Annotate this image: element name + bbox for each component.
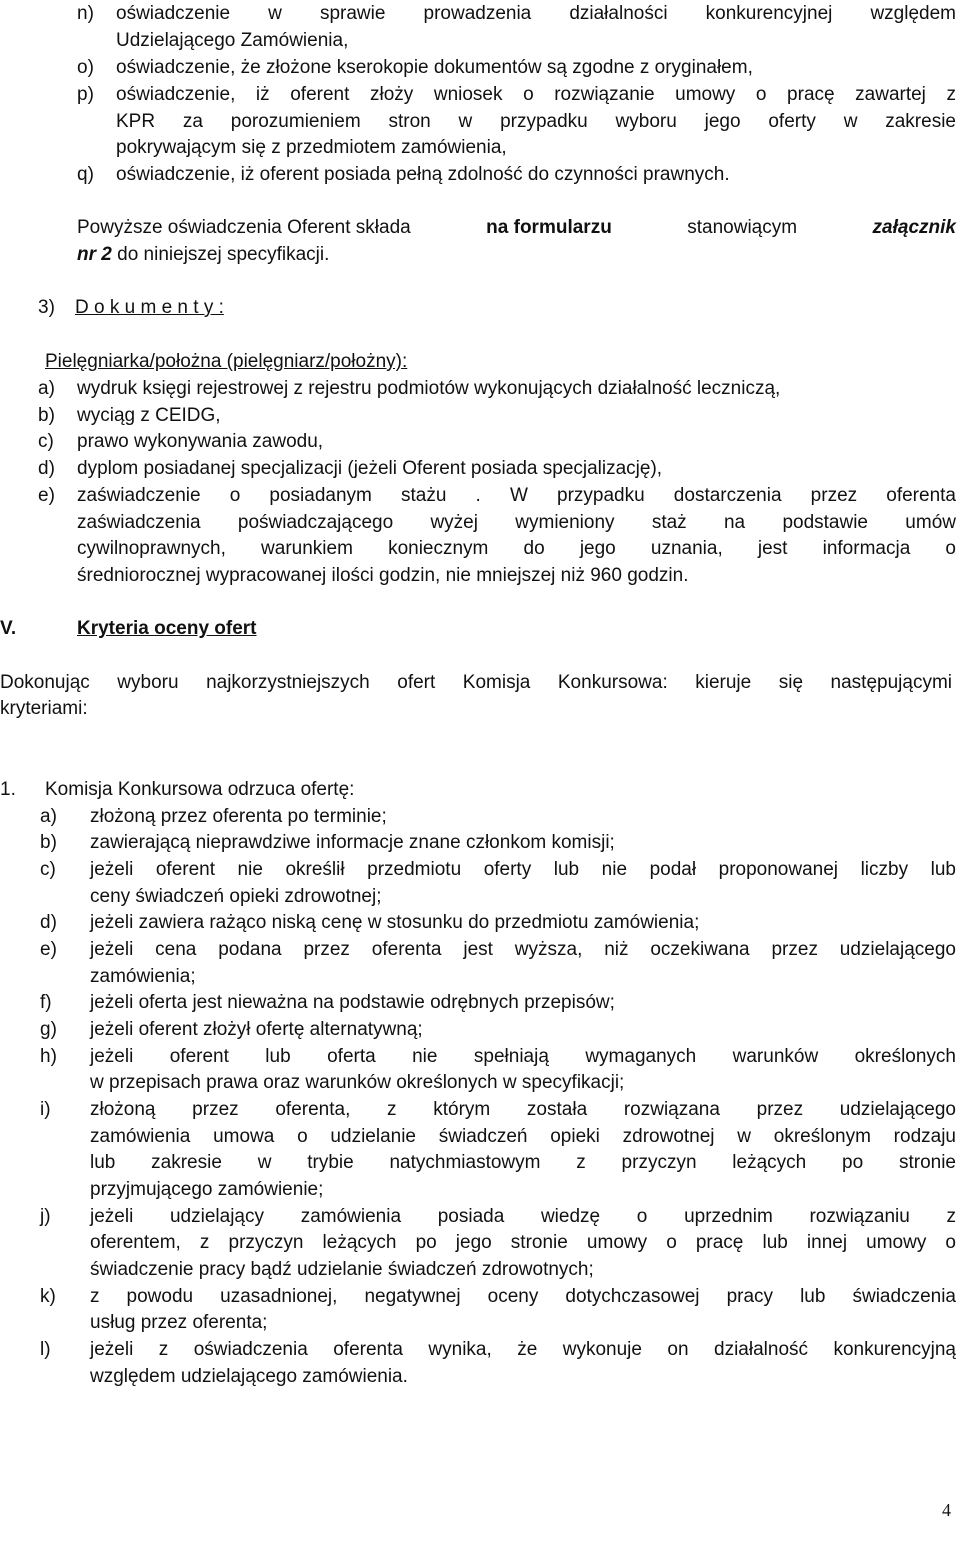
list-item-line: KPR za porozumieniem stron w przypadku wyboru jego oferty w zakresie bbox=[116, 111, 956, 132]
list-item-line: średniorocznej wypracowanej ilości godzin, nie mniejszej niż 960 godzin. bbox=[77, 565, 689, 586]
list-marker: e) bbox=[38, 485, 55, 506]
intro-paragraph-line: Dokonując wyboru najkorzystniejszych ofert Komisja Konkursowa: kieruje się następującymi bbox=[0, 672, 952, 693]
list-marker: p) bbox=[77, 84, 94, 105]
statements-paragraph-line bbox=[77, 242, 329, 268]
list-number: 1. bbox=[0, 779, 16, 800]
list-item-line: zaświadczenie o posiadanym stażu . W przypadku dostarczenia przez oferenta bbox=[77, 485, 956, 506]
list-marker: f) bbox=[40, 992, 52, 1013]
page-number: 4 bbox=[942, 1500, 951, 1520]
statements-paragraph-line bbox=[77, 215, 956, 241]
list-item-line: cywilnoprawnych, warunkiem koniecznym do jego uznania, jest informacja o bbox=[77, 538, 956, 559]
list-marker: o) bbox=[77, 57, 94, 78]
list-marker: c) bbox=[38, 431, 54, 452]
list-item-line: złożoną przez oferenta po terminie; bbox=[90, 806, 387, 827]
list-marker: b) bbox=[38, 405, 55, 426]
list-item-line: Udzielającego Zamówienia, bbox=[116, 30, 349, 51]
list-item-line: przyjmującego zamówienie; bbox=[90, 1179, 324, 1200]
list-item-line: wydruk księgi rejestrowej z rejestru podmiotów wykonujących działalność leczniczą, bbox=[77, 378, 781, 399]
paragraph-bold-text: na formularzu bbox=[486, 217, 612, 238]
list-marker: g) bbox=[40, 1019, 57, 1040]
list-item-line: usług przez oferenta; bbox=[90, 1312, 268, 1333]
list-item-line: lub zakresie w trybie natychmiastowym z przyczyn leżących po stronie bbox=[90, 1152, 956, 1173]
list-marker: e) bbox=[40, 939, 57, 960]
list-marker: d) bbox=[40, 912, 57, 933]
list-item-line: złożoną przez oferenta, z którym została rozwiązana przez udzielającego bbox=[90, 1099, 956, 1120]
list-item-line: oświadczenie, iż oferent złoży wniosek o rozwiązanie umowy o pracę zawartej z bbox=[116, 84, 956, 105]
intro-paragraph-line: kryteriami: bbox=[0, 698, 88, 719]
list-title: Komisja Konkursowa odrzuca ofertę: bbox=[45, 779, 355, 800]
list-item-line: pokrywającym się z przedmiotem zamówienia, bbox=[116, 137, 507, 158]
list-item-line: jeżeli oferent nie określił przedmiotu oferty lub nie podał proponowanej liczby lub bbox=[90, 859, 956, 880]
list-item-line: jeżeli udzielający zamówienia posiada wiedzę o uprzednim rozwiązaniu z bbox=[90, 1206, 956, 1227]
list-marker: n) bbox=[77, 3, 94, 24]
paragraph-text: stanowiącym bbox=[687, 217, 798, 238]
list-item-line: wyciąg z CEIDG, bbox=[77, 405, 221, 426]
list-item-line: w przepisach prawa oraz warunków określonych w specyfikacji; bbox=[90, 1072, 625, 1093]
list-marker: h) bbox=[40, 1046, 57, 1067]
section-title: Kryteria oceny ofert bbox=[77, 618, 257, 639]
list-item-line: zawierającą nieprawdziwe informacje znane członkom komisji; bbox=[90, 832, 615, 853]
list-item-line: jeżeli oferent złożył ofertę alternatywną; bbox=[90, 1019, 423, 1040]
list-marker: i) bbox=[40, 1099, 51, 1120]
list-item-line: z powodu uzasadnionej, negatywnej oceny dotychczasowej pracy lub świadczenia bbox=[90, 1286, 956, 1307]
list-item-line: zamówienia umowa o udzielanie świadczeń opieki zdrowotnej w określonym rodzaju bbox=[90, 1126, 956, 1147]
section-title: D o k u m e n t y : bbox=[75, 297, 224, 318]
list-item-line: oferentem, z przyczyn leżących po jego stronie umowy o pracę lub innej umowy o bbox=[90, 1232, 956, 1253]
paragraph-text: Powyższe oświadczenia Oferent składa bbox=[77, 217, 411, 238]
list-item-line: jeżeli z oświadczenia oferenta wynika, że wykonuje on działalność konkurencyjną bbox=[90, 1339, 956, 1360]
list-item-line: prawo wykonywania zawodu, bbox=[77, 431, 324, 452]
list-item-line: jeżeli oferta jest nieważna na podstawie odrębnych przepisów; bbox=[90, 992, 615, 1013]
list-item-line: względem udzielającego zamówienia. bbox=[90, 1366, 408, 1387]
subsection-heading: Pielęgniarka/położna (pielęgniarz/położny): bbox=[45, 351, 408, 372]
paragraph-text: do niniejszej specyfikacji. bbox=[117, 244, 330, 265]
list-marker: a) bbox=[40, 806, 57, 827]
list-marker: d) bbox=[38, 458, 55, 479]
section-number: V. bbox=[0, 618, 17, 639]
list-item-line: świadczenie pracy bądź udzielanie świadczeń zdrowotnych; bbox=[90, 1259, 594, 1280]
list-item-line: jeżeli oferent lub oferta nie spełniają wymaganych warunków określonych bbox=[90, 1046, 956, 1067]
list-item-line: oświadczenie, że złożone kserokopie dokumentów są zgodne z oryginałem, bbox=[116, 57, 753, 78]
list-item-line: zamówienia; bbox=[90, 966, 196, 987]
list-marker: l) bbox=[40, 1339, 51, 1360]
list-item-line: oświadczenie w sprawie prowadzenia działalności konkurencyjnej względem bbox=[116, 3, 956, 24]
list-marker: c) bbox=[40, 859, 56, 880]
list-item-line: zaświadczenia poświadczającego wyżej wymieniony staż na podstawie umów bbox=[77, 512, 956, 533]
paragraph-bold-italic-text: nr 2 bbox=[77, 244, 112, 265]
list-marker: k) bbox=[40, 1286, 56, 1307]
list-item-line: jeżeli zawiera rażąco niską cenę w stosunku do przedmiotu zamówienia; bbox=[90, 912, 700, 933]
list-marker: j) bbox=[40, 1206, 51, 1227]
list-marker: q) bbox=[77, 164, 94, 185]
paragraph-bold-italic-text: załącznik bbox=[872, 217, 956, 238]
list-marker: b) bbox=[40, 832, 57, 853]
list-marker: a) bbox=[38, 378, 55, 399]
list-item-line: oświadczenie, iż oferent posiada pełną zdolność do czynności prawnych. bbox=[116, 164, 730, 185]
list-item-line: ceny świadczeń opieki zdrowotnej; bbox=[90, 886, 382, 907]
list-item-line: dyplom posiadanej specjalizacji (jeżeli Oferent posiada specjalizację), bbox=[77, 458, 663, 479]
list-item-line: jeżeli cena podana przez oferenta jest wyższa, niż oczekiwana przez udzielającego bbox=[90, 939, 956, 960]
section-number: 3) bbox=[38, 297, 55, 318]
